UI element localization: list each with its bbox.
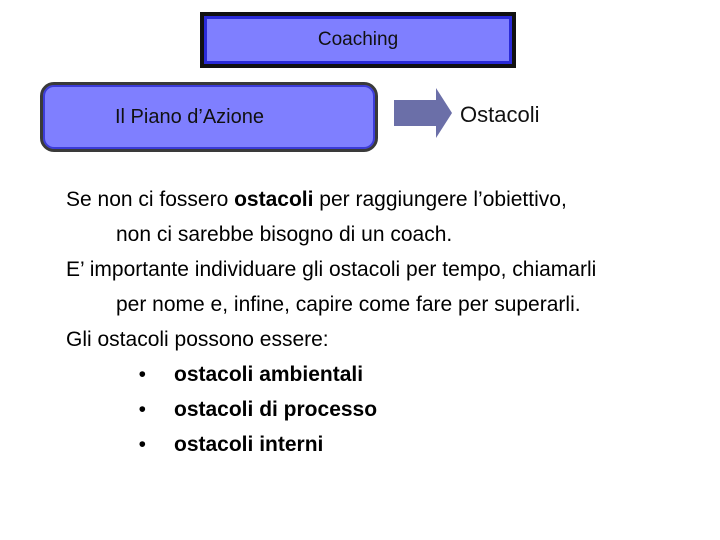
p1-after: per raggiungere l’obiettivo, bbox=[313, 188, 567, 211]
bullet-glyph: • bbox=[138, 363, 146, 386]
plan-box bbox=[40, 82, 378, 152]
slide-title: Coaching bbox=[317, 29, 399, 50]
bullet-item bbox=[66, 357, 706, 392]
p1-bold-word: ostacoli bbox=[234, 188, 314, 211]
bullet-glyph: • bbox=[138, 433, 146, 456]
plan-label: Il Piano d’Azione bbox=[115, 105, 264, 128]
p1-before: Se non ci fossero bbox=[66, 188, 235, 211]
right-arrow-icon bbox=[392, 86, 454, 140]
bullet-item bbox=[66, 427, 706, 462]
bullet-text: ostacoli di processo bbox=[174, 398, 378, 421]
bullet-text: ostacoli ambientali bbox=[174, 363, 364, 386]
paragraph-2-line-1: E’ importante individuare gli ostacoli per tempo, chiamarli bbox=[66, 258, 597, 281]
slide-body bbox=[66, 182, 706, 462]
paragraph-2-line-2: per nome e, infine, capire come fare per superarli. bbox=[116, 293, 581, 316]
bullet-glyph: • bbox=[138, 398, 146, 421]
obstacles-label: Ostacoli bbox=[460, 102, 540, 127]
paragraph-1-line-1 bbox=[66, 182, 706, 217]
bullet-text: ostacoli interni bbox=[174, 433, 324, 456]
title-box bbox=[200, 12, 516, 68]
paragraph-1-line-2: non ci sarebbe bisogno di un coach. bbox=[116, 223, 453, 246]
paragraph-3: Gli ostacoli possono essere: bbox=[66, 328, 329, 351]
bullet-item bbox=[66, 392, 706, 427]
